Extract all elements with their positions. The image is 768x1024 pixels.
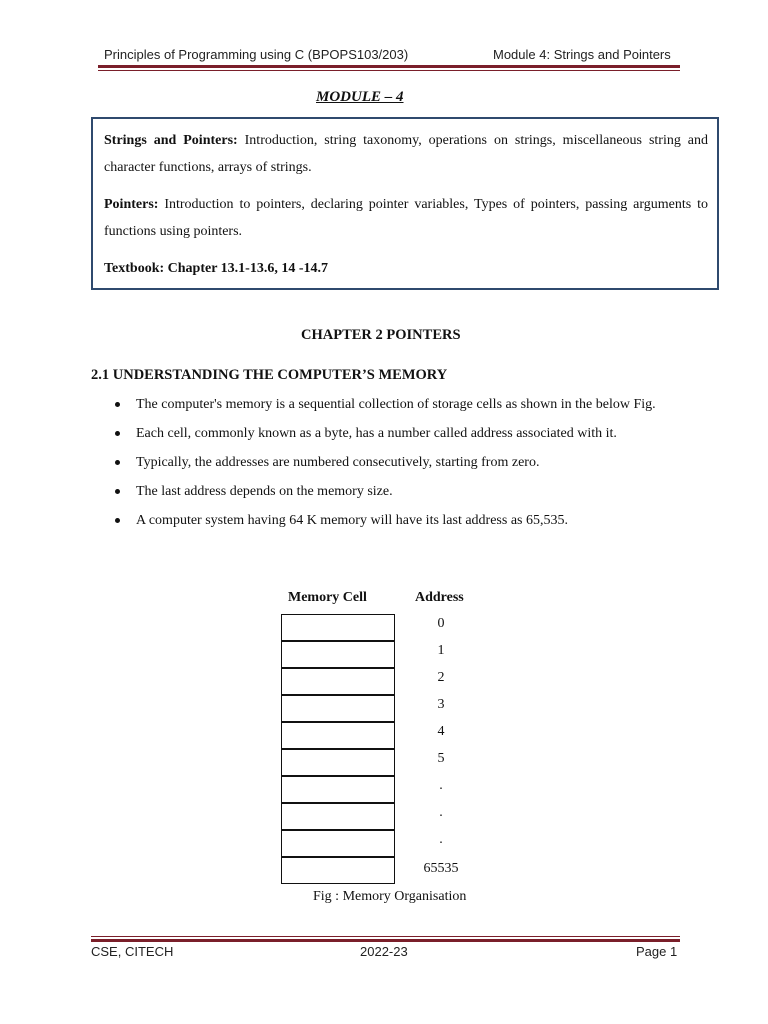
bullet-item: A computer system having 64 K memory will have its last address as 65,535. (112, 507, 692, 534)
address-value: 4 (437, 724, 445, 739)
address-value: 2 (437, 670, 445, 685)
chapter-title: CHAPTER 2 POINTERS (301, 327, 461, 343)
memory-cell-header: Memory Cell (288, 590, 367, 605)
syllabus-box (91, 117, 719, 290)
memory-cell (281, 803, 395, 830)
syllabus-pointers-text: Introduction to pointers, declaring pointer variables, Types of pointers, passing arguments to functions using pointers. (104, 197, 708, 239)
syllabus-textbook (104, 255, 708, 282)
header-rule-thick (98, 65, 680, 68)
memory-cell (281, 749, 395, 776)
syllabus-strings-label: Strings and Pointers: (104, 133, 238, 148)
bullet-item: The computer's memory is a sequential collection of storage cells as shown in the below Fig. (112, 391, 692, 418)
bullet-list (112, 391, 692, 536)
figure-caption: Fig : Memory Organisation (313, 889, 467, 904)
syllabus-pointers-paragraph (104, 191, 708, 245)
bullet-item: Typically, the addresses are numbered consecutively, starting from zero. (112, 449, 692, 476)
footer-rule-thick (91, 939, 680, 942)
memory-cell (281, 830, 395, 857)
memory-cell (281, 668, 395, 695)
section-title: 2.1 UNDERSTANDING THE COMPUTER’S MEMORY (91, 367, 448, 383)
header-left-title: Principles of Programming using C (BPOPS103/203) (104, 47, 409, 62)
address-value: . (439, 832, 443, 847)
address-value: 5 (437, 751, 445, 766)
syllabus-textbook-text: Textbook: Chapter 13.1-13.6, 14 -14.7 (104, 261, 329, 276)
syllabus-strings-text: Introduction, string taxonomy, operations on strings, miscellaneous string and character functions, arrays of strings. (104, 133, 708, 175)
page-number: Page 1 (636, 944, 678, 959)
address-value: 1 (437, 643, 445, 658)
footer-center: 2022-23 (360, 944, 408, 959)
address-header: Address (415, 590, 464, 605)
bullet-item: Each cell, commonly known as a byte, has a number called address associated with it. (112, 420, 692, 447)
memory-cell (281, 695, 395, 722)
bullet-item: The last address depends on the memory size. (112, 478, 692, 505)
address-value: . (439, 778, 443, 793)
memory-cell (281, 614, 395, 641)
address-value: 0 (437, 616, 445, 631)
address-value: 3 (437, 697, 445, 712)
memory-cell (281, 857, 395, 884)
syllabus-pointers-label: Pointers: (104, 197, 159, 212)
memory-cell (281, 722, 395, 749)
address-value: 65535 (423, 861, 459, 876)
syllabus-strings-paragraph (104, 127, 708, 181)
header-rule-thin (98, 70, 680, 71)
header-right-title: Module 4: Strings and Pointers (493, 47, 671, 62)
memory-cell (281, 776, 395, 803)
address-value: . (439, 805, 443, 820)
footer-rule-thin (91, 936, 680, 937)
module-title: MODULE – 4 (316, 89, 404, 105)
memory-cell (281, 641, 395, 668)
footer-left: CSE, CITECH (91, 944, 174, 959)
